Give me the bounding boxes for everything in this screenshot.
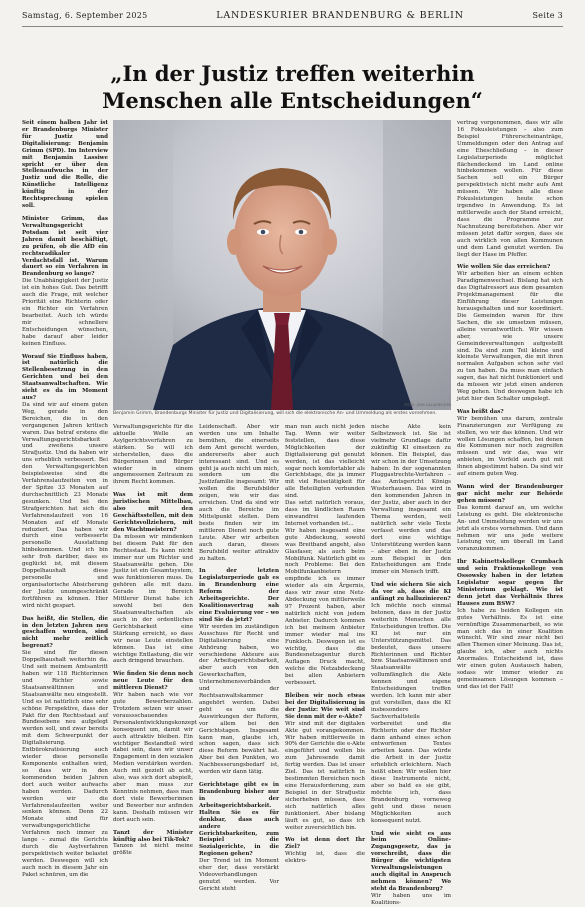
article-question: Gerichtstage gibt es in Brandenburg bisher nur in der Arbeitsgerichtsbarkeit. Halten Sie es für denkbar, dass auch andere Gerichtsbarkeiten, zum Beispiel die Sozialgerichte, in die Regionen gehen?	[199, 782, 279, 858]
article-paragraph: nische Akte kein Selbstzweck ist. Sie ist vielmehr Grundlage dafür zukünftig KI einsetzen zu können. Ein Beispiel, das wir schon in der Umsetzung haben: In der sogenannten Fluggastrechte-Verfahren – das Amtsgericht Königs Wusterhausen. Das wird in den kommenden Jahren in der Justiz, aber auch in der Verwaltung insgesamt ein Thema werden, weil natürlich sehr viele Texte verfasst werden und das dort eine wichtige Unterstützung werden kann – aber eben in der Justiz zum Beispiel in den Entscheidungen am Ende immer ein Mensch trifft.	[371, 424, 451, 576]
article-question: Ihr Kabinettskollege Crumbach und sein Fraktionskollege von Ossowsky haben in der letzten Legislatur sogar gegen Ihr Ministerium geklagt. Wie ist denn jetzt das Verhältnis Ihres Hauses zum BSW?	[457, 559, 563, 607]
photo-caption	[113, 403, 451, 416]
article-paragraph: man nun auch nicht jeden Tag. Wenn wir weiter feststellen, dass diese Möglichkeiten der Digitalisierung gut genutzt werden, ist das vielleicht sogar noch komfortabler als Gerichtstage, die ja immer mit viel Reisetätigkeit für alle Beteiligten verbunden sind.	[285, 424, 365, 500]
masthead	[22, 4, 563, 27]
article-paragraph: Leidenschaft. Aber wir werden uns um Inhalte bemühen, die einerseits dem Amt gerecht werden, andererseits aber auch interessant sind. Und es geht ja auch nicht um mich, sondern um die Justizfamilie insgesamt: Wir wollen die Berufsbilder zeigen, wie wir das erreichen. Und da sind wir auch die Bereiche im Mittelpunkt stellen. Dem beste finden wir im mittleren Dienst noch gute Leute. Aber wir arbeiten auch daran, dieses Berufsbild weiter attraktiv zu halten.	[199, 424, 279, 562]
article-paragraph: Sie sind für diesen Doppelhaushalt weiterhin da. Und seit meinem Amtsantritt haben wir 118 Richterinnen und Richter sowie Staatsanwältinnen und Staatsanwälte neu eingestellt. Und es ist natürlich eine sehr schöne Perspektive, dass der Pakt für den Rechtsstaat auf Bundesebene neu aufgelegt werden soll, und zwar bereits mit dem Schwerpunkt der Digitalisierung. Entbürokratisierung auch wieder diese personelle Komponente enthalten wird, so dass wir in den kommenden beiden Jahren dort auch weiter aufwachs haben werden. Dadurch werden wir die Verfahrenslaufzeiten weiter senken können. Denn 22 Monate sind für verwaltungsgerichtliche Verfahren noch immer zu lange – zumal die Gerichte durch die Asylverfahren perspektivisch weiter belastet werden. Deswegen will ich auch noch in diesem Jahr ein Paket schnüren, um die	[22, 650, 108, 878]
article-paragraph: Das kommt darauf an, um welche Leistung es geht. Die elektronische An- und Ummeldung werden wir uns jetzt als erstes vornehmen. Und dann nehmen wir uns jede weitere Leistung vor, um überall im Land voranzukommen.	[457, 504, 563, 553]
article-question: Und wie sieht es aus beim Online-Zugangsgesetz, das ja vorschreibt, dass die Bürger die wichtigsten Verwaltungsleistungen auch digital in Anspruch nehmen können? Wo steht da Brandenburg?	[371, 830, 451, 892]
masthead-title: LANDESKURIER BRANDENBURG & BERLIN	[216, 9, 464, 21]
photo-caption-text: Benjamin Grimm, Brandenburgs Minister für Justiz und Digitalisierung, will sich die elektronische An- und Ummeldung als erstes vornehmen.	[113, 411, 437, 416]
article-paragraph: Wir arbeiten hier an einem echten Paradigmenwechsel. Bislang hat sich das Digitalressort aus dem gesamten Projektmanagement für die Einführung dieser Leistungen herausgehalten und nur koordiniert. Die Gemeinden waren für ihre Sachen, die sie umsetzen müssen, alleine verantwortlich. Wir wissen aber, wie unsere Gemeindeverwaltungen aufgestellt sind. Da sind zum Teil kleine und kleinste Verwaltungen, die mit ihren normalen Aufgaben schon sehr viel zu tun haben. Da muss man einfach sagen, das hat nicht funktioniert und da müssen wir jetzt einen anderen Weg gehen. Und deswegen habe ich jetzt hier den Schalter umgelegt.	[457, 271, 563, 402]
article-paragraph: Da sind wir auf einem guten Weg, gerade in den Bereichen, die in den vergangenen Jahren kritisch waren. Das betraf erstens die Verwaltungsgerichtsbarkeit und zweitens unsere Strafjustiz. Und da haben wir uns erheblich verbessert. Bei den Verwaltungsgerichten beispielsweise sind die Verfahrenslaufzeiten von in der Spitze 33 Monaten auf durchschnittlich 23 Monate gesunken. Und bei den Strafgerichten hat sich die Verfahrenslaufzeit von 16 Monaten auf elf Monate reduziert. Das haben wir durch eine verbesserte personelle Ausstattung hinbekommen. Und ich bin sehr froh darüber, dass es geglückt ist, mit diesem Doppelhaushalt diese personelle und organisatorische Absicherung der Justiz unumgeschränkt fortführen zu können. Hier wird nicht gespart.	[22, 401, 108, 609]
article-column-right	[457, 120, 563, 860]
article-column-2	[199, 424, 279, 892]
article-paragraph: Wir sind mit der digitalen Akte gut vorangekommen. Wir haben mittlerweile in 90% der Gerichte die e-Akte eingeführt und wollen bis zum Jahresende damit fertig werden. Das ist unser Ziel. Das ist natürlich in bestimmten Bereichen noch eine Herausforderung, zum Beispiel in der Strafjustiz sicherheben müssen, dass sich natürlich alles funktioniert. Aber bislang läuft es gut, so dass ich weiter zuversichtlich bin.	[285, 720, 365, 831]
article-column-left	[22, 120, 108, 878]
article-paragraph: Wir haben nach wie vor gute Bewerberzahlen. Trotzdem setzen wir unser voraussschauendes Personalentwicklungskonzept konsequent um, damit wir auch attraktiv bleiben. Ein wichtiger Bestandteil wird dabei sein, dass wir unser Engagement in den sozialen Medien verstärken werden. Auch mit gezielt ab acht, also, was sich dort abspielt, aber man muss zur Kenntnis nehmen, dass man dort viele Bewerberinnen und Bewerber nur anfinden kann. Deshalb müssen wir dort auch sein.	[113, 692, 197, 823]
article-question: Was ist mit dem juristischen Mittelbau, also mit den Geschäftsstellen, mit den Gerichtsvollziehern, mit den Wachtmeistern?	[113, 492, 193, 533]
article-paragraph: vertrag vorgenommen, dass wir alle 16 Fokusleistungen – also zum Beispiel Führerscheinanträge, Ummeldungen oder den Antrag auf eine Eheschließung – in dieser Legislaturperiode möglichst flächendeckend im Land online hinbekommen wollen. Für diese Sachen soll ein Bürger perspektivisch nicht mehr aufs Amt müssen. Wir haben alle diese Fokusleistungen heute schon irgendwo in Anwendung. Es ist mittlerweile auch der Stand erreicht, dass die Programme zur Nachnutzung bereitstehen. Aber wir müssen jetzt dafür sorgen, dass sie auch wirklich von allen Kommunen und dem Land genutzt werden. Da liegt der Hase im Pfeffer.	[457, 120, 563, 258]
article-question: Tanzt der Minister künftig also bei Tik-Tok?	[113, 829, 193, 843]
article-question: Worauf Sie Einfluss haben, ist natürlich die Stellenbesetzung in den Gerichten und bei den Staatsanwaltschaften. Wie sieht es da im Moment aus?	[22, 353, 108, 402]
article-paragraph: Ich habe zu beiden Kollegen ein gutes Verhältnis. Es ist eine vernünftige Zusammenarbeit, so wie man sich das in einer Koalition wünscht. Wir sind zwar nicht bei allen Themen einer Meinung. Das ist, glaube ich, aber auch nichts Anormales. Entscheidend ist, dass wir einen guten Austausch haben, sodass wir immer wieder zu gemeinsamen Lösungen kommen – und das ist der Fall!	[457, 607, 563, 690]
masthead-date: Samstag, 6. September 2025	[22, 10, 148, 20]
article-column-3	[285, 424, 365, 865]
headline-line-1: „In der Justiz treffen weiterhin	[110, 61, 475, 86]
article-question: Wie finden Sie denn noch neue Leute für den mittleren Dienst?	[113, 671, 193, 692]
article-question: Minister Grimm, das Verwaltungsgericht Potsdam ist seit vier Jahren damit beschäftigt, zu prüfen, ob die AfD ein rechtsradikaler Verdachtsfall ist. Warum dauert so ein Verfahren in Brandenburg so lange?	[22, 215, 108, 278]
article-paragraph: Wir haben uns im Koalitions-	[371, 892, 451, 906]
article-question: Wo ist denn dort Ihr Ziel?	[285, 837, 365, 851]
article-column-4	[371, 424, 451, 906]
portrait-illustration	[113, 120, 451, 410]
headline	[60, 60, 525, 114]
article-question: Was heißt das?	[457, 408, 504, 415]
article-question: Und wie sichern Sie sich da vor ab, dass die KI anfängt zu halluzinieren?	[371, 582, 451, 603]
photo-credit: FOTO: JENS KALAENE/DPA	[404, 403, 451, 407]
article-question: Wann wird der Brandenburger gar nicht mehr zur Behörde gehen müssen?	[457, 484, 563, 504]
article-paragraph: Die Unabhängigkeit der Justiz ist ein hohes Gut. Das betrifft auch die Frage, mit welcher Priorität eine Richterin oder ein Richter ein Verfahren bearbeitet. Auch ich würde mir schnellere Entscheidungen wünschen, habe darauf aber leider keinen Einfluss.	[22, 278, 108, 347]
article-paragraph: Ich möchte noch einmal betonen, dass in der Justiz weiterhin Menschen alle Entscheidungen treffen. Die KI ist nur ein Unterstützungsmittel. Das bedeutet, dass unsere Richterinnen und Richter bzw. Staatsanwältinnen und Staatsanwälte vollumfänglich die Akte kennen und eigene Entscheidungen treffen werden. Ich kann mir aber gut vorstellen, dass die KI insbesondere Sachverhaltsteile vorbereitet und die Richterin oder der Richter dann anhand eines schon entworfenen Textes arbeiten kann. Das würde die Arbeit in der Justiz erheblich erleichtern. Nach heißt eben: Wir wollen hier diese Instrumente nicht, aber so bald es sie gibt, möchte ich, dass Brandenburg vorneweg geht und diese neuen Möglichkeiten auch konsequent nutzt.	[371, 603, 451, 824]
article-paragraph: Wir werden im zuständigen Ausschuss für Recht und Digitalisierung eine Anhörung haben, wo verschiedene Akteure aus der Arbeitsgerichtsbarkeit, aber auch von den Gewerkschaften, Unternehmensverbänden und der Rechtsanwaltskammer angehört werden. Dabei geht es um die Auswirkungen der Reform, vor allem bei den Gerichtstagen. Insgesamt kann man, glaube ich, schon sagen, dass sich diese Reform bewährt hat. Aber bei den Punkten, wo Nachbesserungsbedarf ist, werden wir dann tätig.	[199, 623, 279, 776]
article-question: Wie wollen Sie das erreichen?	[457, 264, 551, 271]
article-question: Seit einem halben Jahr ist er Brandenburgs Minister für Justiz und Digitalisierung: Benjamin Grimm (SPD). Im Interview mit Benjamin Lassiwe spricht er über den Stellenaufwuchs in der Justiz und die Rolle, die Künstliche Intelligenz künftig in der Rechtsprechung spielen soll.	[22, 120, 108, 210]
article-paragraph: Wir bemühen uns darum, zentrale Finanzierungen zur Verfügung zu stellen, wo wir das können. Und wir wollen Lösungen schaffen, bei denen die Kommunen nur noch zugreifen müssen und wir das, was wir anbieten, im Vorfeld auch gut mit ihnen abgestimmt haben. Da sind wir auf einem guten Weg.	[457, 415, 563, 478]
article-paragraph: Tanzen ist nicht meine größte	[113, 843, 193, 857]
headline-line-2: Menschen alle Entscheidungen“	[102, 88, 483, 113]
article-question: Das heißt, die Stellen, die in den letzten Jahren neu geschaffen wurden, sind nicht mehr zeitlich begrenzt?	[22, 615, 108, 650]
article-question: Bleiben wir noch etwas bei der Digitalisierung in der Justiz: Wie weit sind Sie denn mit der e-Akte?	[285, 693, 365, 720]
article-column-1	[113, 424, 197, 860]
masthead-page: Seite 3	[532, 10, 563, 20]
article-paragraph: Wir haben insgesamt eine gute Abdeckung, sowohl was Breitband angeht, also Glasfaser, als auch beim Mobilfunk. Natürlich gibt es noch Probleme: Bei den Mobilfunkanbietern empfinde ich es immer wieder als ein Ärgernis, dass wir zwar eine Netz-Abdeckung von mittlerweile 97 Prozent haben, aber natürlich nicht von jedem Anbieter. Dadurch kommen ich bei meinem Anbieter immer wieder mal ins Funkloch. Deswegen ist es wichtig, dass die Bundesnetzagentur durch Auflagen Druck macht, welche die Netzabdeckung bei allen Anbietern verbessert.	[285, 527, 365, 687]
portrait-photo	[113, 120, 451, 410]
article-paragraph: Der Trend ist im Moment eher der, dass verstärkt Videoverhandlungen genutzt werden. Vor Gericht steht	[199, 858, 279, 892]
article-paragraph: Verwaltungsgerichte für die aktuelle Welle an Asylgerichtsverfahren zu stärken. So will ich sicherstellen, dass die Bürgerinnen und Bürger wieder in einem angemessenen Zeitraum zu ihrem Recht kommen.	[113, 424, 193, 486]
article-question: In der letzten Legislaturperiode gab es in Brandenburg eine Reform der Arbeitsgerichte. Der Koalitionsvertrag sah eine Evaluierung vor – wo sind Sie da jetzt?	[199, 568, 279, 623]
article-paragraph: Da müssen wir mindenken bei diesem Pakt für den Rechtsstaat. Es kann nicht immer nur um Richter und Staatsanwälte gehen. Die Justiz ist ein Gesamtsystem, was funktionieren muss. Da gehören alle mit dazu. Gerade im Bereich Mittlerer Dienst habe ich sowohl bei den Staatsanwaltschaften als auch in der ordentlichen Gerichtsbarkeit eine Stärkung erreicht, so dass wir neue Leute einstellen können. Das ist eine wichtige Entlastung, die wir auch dringend brauchen.	[113, 533, 193, 665]
article-paragraph: Das setzt natürlich voraus, dass im ländlichen Raum einwandfrei laufenden Internet vorhanden ist...	[285, 500, 365, 527]
article-paragraph: Wichtig ist, dass die elektro-	[285, 851, 365, 865]
